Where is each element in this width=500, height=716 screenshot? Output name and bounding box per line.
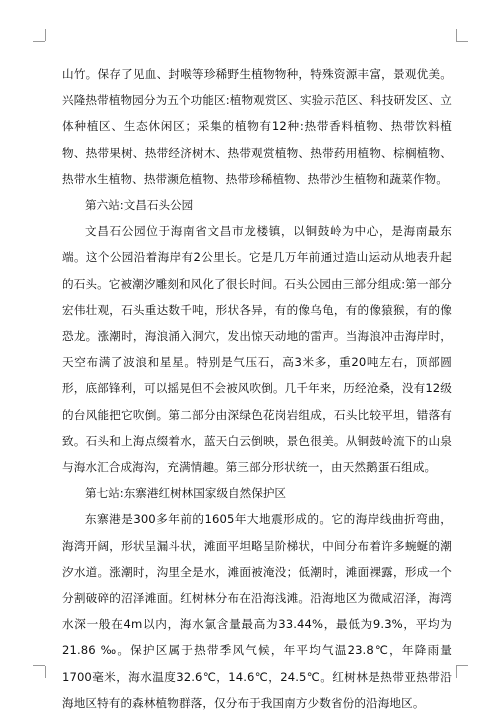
paragraph-botanical-garden: 山竹。保存了见血、封喉等珍稀野生植物物种，特殊资源丰富，景观优美。兴隆热带植物园分为五个功能区:植物观赏区、实验示范区、科技研发区、立体种植区、生态休闲区；采集的植物有12种:热带香料植物、热带饮料植物、热带果树、热带经济树木、热带观赏植物、热带药用植物、棕榈植物、热带水生植物、热带濒危植物、热带珍稀植物、热带沙生植物和蔬菜作物。 (62, 67, 452, 186)
paragraph-stone-park: 文昌石公园位于海南省文昌市龙楼镇，以铜鼓岭为中心，是海南最东端。这个公园沿着海岸有2公里长。它是几万年前通过造山运动从地表升起的石头。它被潮汐雕刻和风化了很长时间。石头公园由三部分组成:第一部分宏伟壮观，石头重达数千吨，形状各异，有的像乌龟，有的像猿猴，有的像恐龙。涨潮时，海浪涌入洞穴，发出惊天动地的雷声。当海浪冲击海岸时，天空布满了波浪和星星。特别是气压石，高3米多，重20吨左右，顶部圆形，底部锋利，可以摇晃但不会被风吹倒。几千年来，历经沧桑，没有12级的台风能把它吹倒。第二部分由深绿色花岗岩组成，石头比较平坦，错落有致。石头和上海点缀着水，蓝天白云倒映，景色很美。从铜鼓岭流下的山泉与海水汇合成海沟，充满情趣。第三部分形状统一，由天然鹅蛋石组成。 (62, 224, 452, 475)
crop-mark-top-right-v (456, 29, 457, 41)
crop-mark-bottom-left-h (33, 665, 45, 666)
crop-mark-bottom-right-h (456, 665, 468, 666)
section-heading-stop-6: 第六站:文昌石头公园 (85, 198, 194, 213)
crop-mark-top-left-h (33, 41, 45, 42)
crop-mark-bottom-right-v (456, 666, 457, 678)
crop-mark-top-right-h (456, 41, 468, 42)
paragraph-mangrove-reserve: 东寨港是300多年前的1605年大地震形成的。它的海岸线曲折弯曲，海湾开阔，形状呈漏斗状，滩面平坦略呈阶梯状，中间分布着许多蜿蜒的潮汐水道。涨潮时，沟里全是水，滩面被淹没；低潮时，滩面裸露，形成一个分割破碎的沼泽滩面。红树林分布在沿海浅滩。沿海地区为微咸沼泽，海湾水深一般在4m以内，海水氯含量最高为33.44%，最低为9.3%，平均为21.86 ‰。保护区属于热带季风气候，年平均气温23.8℃，年降雨量1700毫米，海水温度32.6℃，14.6℃，24.5℃。红树林是热带亚热带沿海地区特有的森林植物群落，仅分布于我国南方少数省份的沿海地区。 (62, 512, 452, 710)
document-body (62, 61, 452, 716)
crop-mark-top-left-v (45, 29, 46, 41)
section-heading-stop-7: 第七站:东寨港红树林国家级自然保护区 (85, 486, 287, 501)
crop-mark-bottom-left-v (45, 666, 46, 678)
